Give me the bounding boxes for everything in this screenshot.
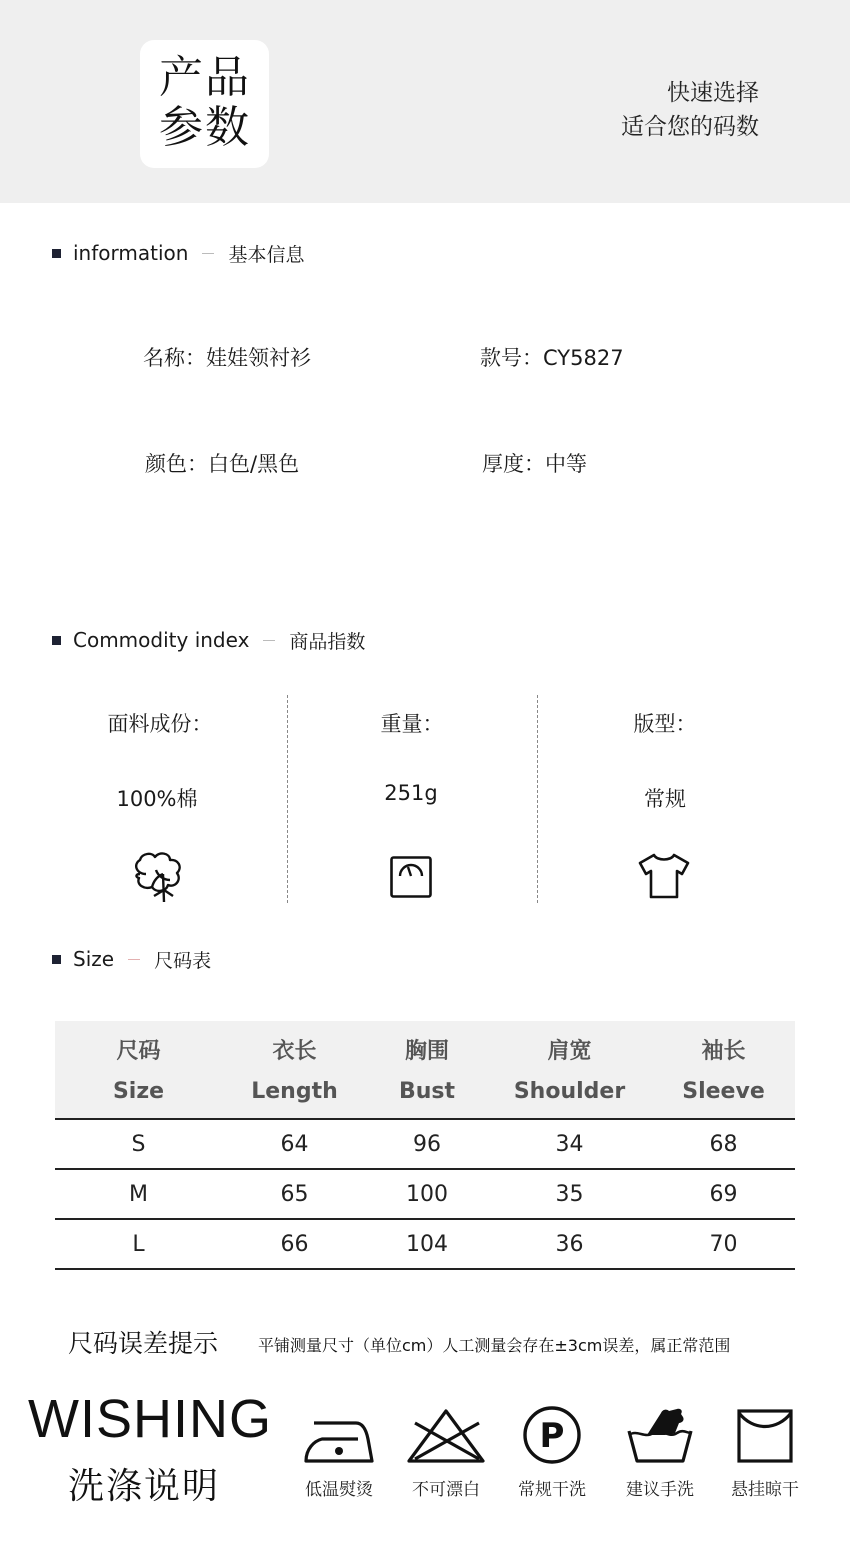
iron-icon: [302, 1405, 376, 1465]
scale-icon: [390, 856, 432, 898]
dash-divider: [128, 959, 140, 960]
weight-value: 251g: [384, 781, 438, 805]
table-cell: 64: [222, 1119, 367, 1169]
hang-dry-icon: [735, 1405, 795, 1465]
size-table: [55, 1021, 795, 1270]
dash-divider: [202, 253, 214, 254]
table-header-row-cn: [55, 1021, 795, 1070]
dashed-divider: [537, 695, 538, 903]
care-item-dry-clean: [502, 1405, 602, 1500]
fabric-label: 面料成份：: [107, 712, 213, 736]
info-thickness: 厚度：中等: [482, 452, 587, 476]
header-bust-cn: 胸围: [367, 1021, 487, 1070]
info-style-no: 款号：CY5827: [480, 346, 624, 370]
header-bust-en: Bust: [367, 1070, 487, 1119]
table-row: [55, 1169, 795, 1219]
section-title-en: information: [73, 241, 189, 265]
header-sleeve-cn: 袖长: [652, 1021, 795, 1070]
title-line-2: 参数: [159, 102, 251, 153]
table-cell: 69: [652, 1169, 795, 1219]
fabric-value: 100%棉: [116, 787, 198, 811]
care-label: 建议手洗: [626, 1480, 694, 1500]
header-shoulder-cn: 肩宽: [487, 1021, 652, 1070]
table-cell: 70: [652, 1219, 795, 1269]
quick-line-1: 快速选择: [667, 80, 759, 106]
section-size-heading: [52, 947, 211, 971]
tshirt-icon: [637, 852, 691, 900]
table-cell: 66: [222, 1219, 367, 1269]
washing-title-cn: 洗涤说明: [68, 1466, 221, 1507]
size-error-text: 平铺测量尺寸（单位cm）人工测量会存在±3cm误差，属正常范围: [258, 1336, 731, 1355]
header-size-cn: 尺码: [55, 1021, 222, 1070]
care-label: 不可漂白: [412, 1480, 480, 1500]
no-bleach-icon: [403, 1405, 489, 1465]
table-cell: 36: [487, 1219, 652, 1269]
table-cell: S: [55, 1119, 222, 1169]
table-cell: M: [55, 1169, 222, 1219]
header-banner: [0, 0, 850, 203]
header-size-en: Size: [55, 1070, 222, 1119]
care-label: 常规干洗: [518, 1480, 586, 1500]
section-title-cn: 尺码表: [154, 949, 212, 972]
header-length-en: Length: [222, 1070, 367, 1119]
care-item-no-bleach: [396, 1405, 496, 1500]
table-header-row-en: [55, 1070, 795, 1119]
svg-text:P: P: [539, 1416, 565, 1456]
title-line-1: 产品: [159, 52, 251, 103]
size-error-title: 尺码误差提示: [68, 1329, 219, 1358]
dash-divider: [263, 640, 275, 641]
table-cell: 96: [367, 1119, 487, 1169]
section-commodity-heading: [52, 628, 365, 652]
cotton-icon: [130, 850, 186, 904]
table-cell: 34: [487, 1119, 652, 1169]
table-cell: 35: [487, 1169, 652, 1219]
section-information-heading: [52, 241, 304, 265]
fit-value: 常规: [644, 787, 686, 811]
table-cell: 68: [652, 1119, 795, 1169]
table-row: [55, 1119, 795, 1169]
quick-line-2: 适合您的码数: [621, 114, 759, 140]
bullet-square: [52, 249, 61, 258]
bullet-square: [52, 636, 61, 645]
header-sleeve-en: Sleeve: [652, 1070, 795, 1119]
section-title-cn: 商品指数: [289, 630, 366, 653]
section-title-en: Commodity index: [73, 628, 250, 652]
table-cell: 104: [367, 1219, 487, 1269]
table-cell: 65: [222, 1169, 367, 1219]
info-name: 名称：娃娃领衬衫: [143, 346, 311, 370]
care-label: 低温熨烫: [305, 1480, 373, 1500]
bullet-square: [52, 955, 61, 964]
table-row: [55, 1219, 795, 1269]
washing-title-en: WISHING: [28, 1389, 272, 1449]
fit-label: 版型：: [633, 712, 697, 736]
table-cell: L: [55, 1219, 222, 1269]
care-label: 悬挂晾干: [731, 1480, 799, 1500]
care-item-iron: [289, 1405, 389, 1500]
header-shoulder-en: Shoulder: [487, 1070, 652, 1119]
care-item-hang-dry: [715, 1405, 815, 1500]
header-length-cn: 衣长: [222, 1021, 367, 1070]
section-title-cn: 基本信息: [228, 243, 305, 266]
hand-wash-icon: [625, 1405, 695, 1465]
section-title-en: Size: [73, 947, 115, 971]
care-item-hand-wash: [610, 1405, 710, 1500]
weight-label: 重量：: [380, 712, 444, 736]
quick-select-text: [621, 76, 759, 144]
table-cell: 100: [367, 1169, 487, 1219]
title-box: [140, 40, 269, 168]
dry-clean-icon: [521, 1405, 583, 1465]
info-color: 颜色：白色/黑色: [145, 452, 300, 476]
